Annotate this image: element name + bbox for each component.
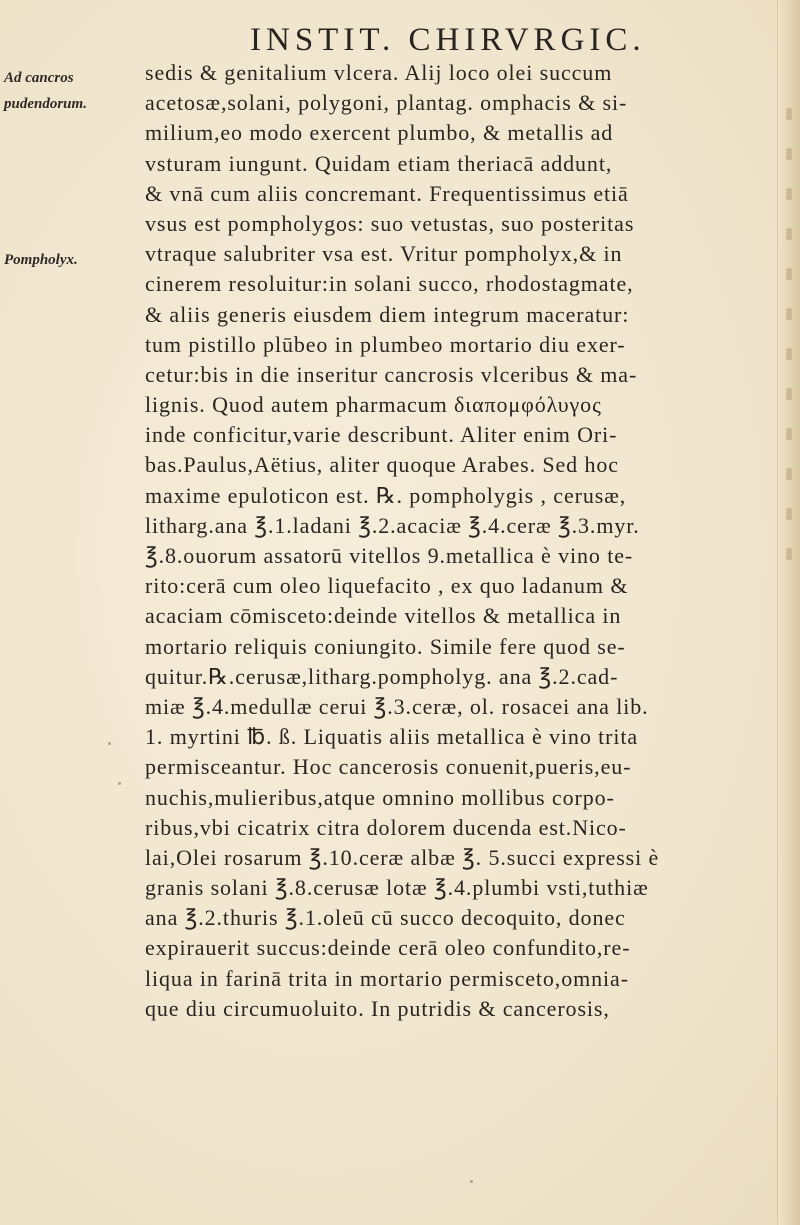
text-line: litharg.ana ℥.1.ladani ℥.2.acaciæ ℥.4.ceræ ℥.3.myr. — [145, 512, 640, 538]
text-line: vsus est pompholygos: suo vetustas, suo posteritas — [145, 210, 635, 236]
text-line: ribus,vbi cicatrix citra dolorem ducenda est.Nico- — [145, 814, 627, 840]
text-line: & vnā cum aliis concremant. Frequentissimus etiā — [145, 180, 629, 206]
margin-note: Ad cancros — [4, 70, 74, 86]
text-line: lai,Olei rosarum ℥.10.ceræ albæ ℥. 5.succi expressi è — [145, 844, 660, 870]
text-line: quitur.℞.cerusæ,litharg.pompholyg. ana ℥.2.cad- — [145, 663, 619, 689]
text-line: nuchis,mulieribus,atque omnino mollibus corpo- — [145, 784, 615, 810]
text-line: maxime epuloticon est. ℞. pompholygis , cerusæ, — [145, 482, 627, 508]
text-line: acetosæ,solani, polygoni, plantag. omphacis & si- — [145, 90, 628, 116]
running-header: INSTIT. CHIRVRGIC. — [250, 22, 646, 58]
text-line: que diu circumuoluito. In putridis & cancerosis, — [145, 995, 610, 1021]
text-line: acaciam cōmisceto:deinde vitellos & metallica in — [145, 603, 622, 629]
text-line: bas.Paulus,Aëtius, aliter quoque Arabes. Sed hoc — [145, 452, 619, 478]
text-line: mortario reliquis coniungito. Simile fere quod se- — [145, 633, 626, 659]
text-line: miæ ℥.4.medullæ cerui ℥.3.ceræ, ol. rosacei ana lib. — [145, 693, 649, 719]
text-line: cinerem resoluitur:in solani succo, rhodostagmate, — [145, 271, 634, 297]
ink-speck — [108, 742, 111, 745]
margin-note: pudendorum. — [4, 96, 87, 112]
text-line: milium,eo modo exercent plumbo, & metallis ad — [145, 120, 614, 146]
ink-speck — [118, 782, 121, 785]
text-line: ℥.8.ouorum assatorū vitellos 9.metallica è vino te- — [145, 543, 634, 568]
text-line: lignis. Quod autem pharmacum διαπομφόλυγος — [145, 392, 602, 418]
text-line: vtraque salubriter vsa est. Vritur pompholyx,& in — [145, 241, 623, 267]
text-line: ana ℥.2.thuris ℥.1.oleū cū succo decoquito, donec — [145, 905, 626, 931]
text-line: cetur:bis in die inseritur cancrosis vlceribus & ma- — [145, 361, 638, 387]
text-line: tum pistillo plūbeo in plumbeo mortario diu exer- — [145, 331, 626, 357]
body-text — [145, 58, 795, 1024]
text-line: & aliis generis eiusdem diem integrum maceratur: — [145, 301, 630, 327]
text-line: inde conficitur,varie describunt. Aliter enim Ori- — [145, 422, 618, 448]
ink-speck — [470, 1180, 473, 1183]
text-line: sedis & genitalium vlcera. Alij loco olei succum — [145, 60, 613, 85]
text-line: liqua in farinā trita in mortario permisceto,omnia- — [145, 965, 629, 991]
text-line: vsturam iungunt. Quidam etiam theriacā addunt, — [145, 150, 613, 176]
text-line: rito:cerā cum oleo liquefacito , ex quo ladanum & — [145, 573, 629, 599]
text-line: expirauerit succus:deinde cerā oleo confundito,re- — [145, 935, 631, 961]
text-line: 1. myrtini ℔. ß. Liquatis aliis metallica è vino trita — [145, 724, 639, 750]
text-line: permisceantur. Hoc cancerosis conuenit,pueris,eu- — [145, 754, 632, 780]
text-line: granis solani ℥.8.cerusæ lotæ ℥.4.plumbi vsti,tuthiæ — [145, 875, 649, 901]
margin-note: Pompholyx. — [4, 252, 78, 268]
